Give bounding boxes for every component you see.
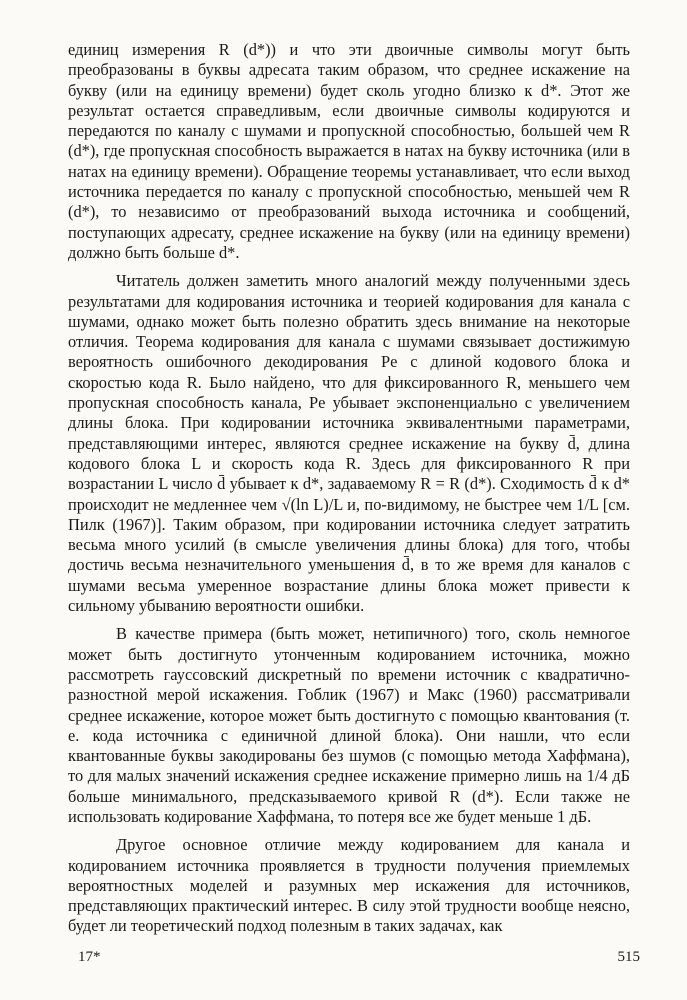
paragraph-4: Другое основное отличие между кодированием для канала и кодированием источника проявляется в трудности получения приемлемых вероятностных моделей и разумных мер искажения для источников, представляющих практический интерес. В силу этой трудности вообще неясно, будет ли теоретический подход полезным в таких задачах, как [68, 835, 630, 936]
signature-mark: 17* [78, 949, 101, 965]
paragraph-3: В качестве примера (быть может, нетипичного) того, сколь немногое может быть достигнуто утонченным кодированием источника, можно рассмотреть гауссовский дискретный по времени источник с квадратично-разностной мерой искажения. Гоблик (1967) и Макс (1960) рассматривали среднее искажение, которое может быть достигнуто с помощью квантования (т. е. кода источника с единичной длиной блока). Они нашли, что если квантованные буквы закодированы без шумов (с помощью метода Хаффмана), то для малых значений искажения среднее искажение примерно лишь на 1/4 дБ больше минимального, предсказываемого кривой R (d*). Если также не использовать кодирование Хаффмана, то потеря все же будет меньше 1 дБ. [68, 624, 630, 826]
page-body [68, 40, 630, 937]
paragraph-1: единиц измерения R (d*)) и что эти двоичные символы могут быть преобразованы в буквы адресата таким образом, что среднее искажение на букву (или на единицу времени) будет сколь угодно близко к d*. Этот же результат остается справедливым, если двоичные символы кодируются и передаются по каналу с шумами и пропускной способностью, большей чем R (d*), где пропускная способность выражается в натах на букву источника (или в натах на единицу времени). Обращение теоремы устанавливает, что если выход источника передается по каналу с пропускной способностью, меньшей чем R (d*), то независимо от преобразований выхода источника и сообщений, поступающих адресату, среднее искажение на букву (или на единицу времени) должно быть больше d*. [68, 40, 630, 262]
paragraph-2: Читатель должен заметить много аналогий между полученными здесь результатами для кодирования источника и теорией кодирования для канала с шумами, однако может быть полезно обратить здесь внимание на некоторые отличия. Теорема кодирования для канала с шумами связывает достижимую вероятность ошибочного декодирования Pe с длиной кодового блока и скоростью кода R. Было найдено, что для фиксированного R, меньшего чем пропускная способность канала, Pe убывает экспоненциально с увеличением длины блока. При кодировании источника эквивалентными параметрами, представляющими интерес, являются среднее искажение на букву d̄, длина кодового блока L и скорость кода R. Здесь для фиксированного R при возрастании L число d̄ убывает к d*, задаваемому R = R (d*). Сходимость d̄ к d* происходит не медленнее чем √(ln L)/L и, по-видимому, не быстрее чем 1/L [см. Пилк (1967)]. Таким образом, при кодировании источника следует затратить весьма много усилий (в смысле увеличения длины блока) для того, чтобы достичь весьма незначительного уменьшения d̄, в то же время для каналов с шумами весьма умеренное возрастание длины блока может привести к сильному убыванию вероятности ошибки. [68, 271, 630, 616]
page-footer [78, 949, 640, 966]
page-number: 515 [617, 949, 640, 965]
